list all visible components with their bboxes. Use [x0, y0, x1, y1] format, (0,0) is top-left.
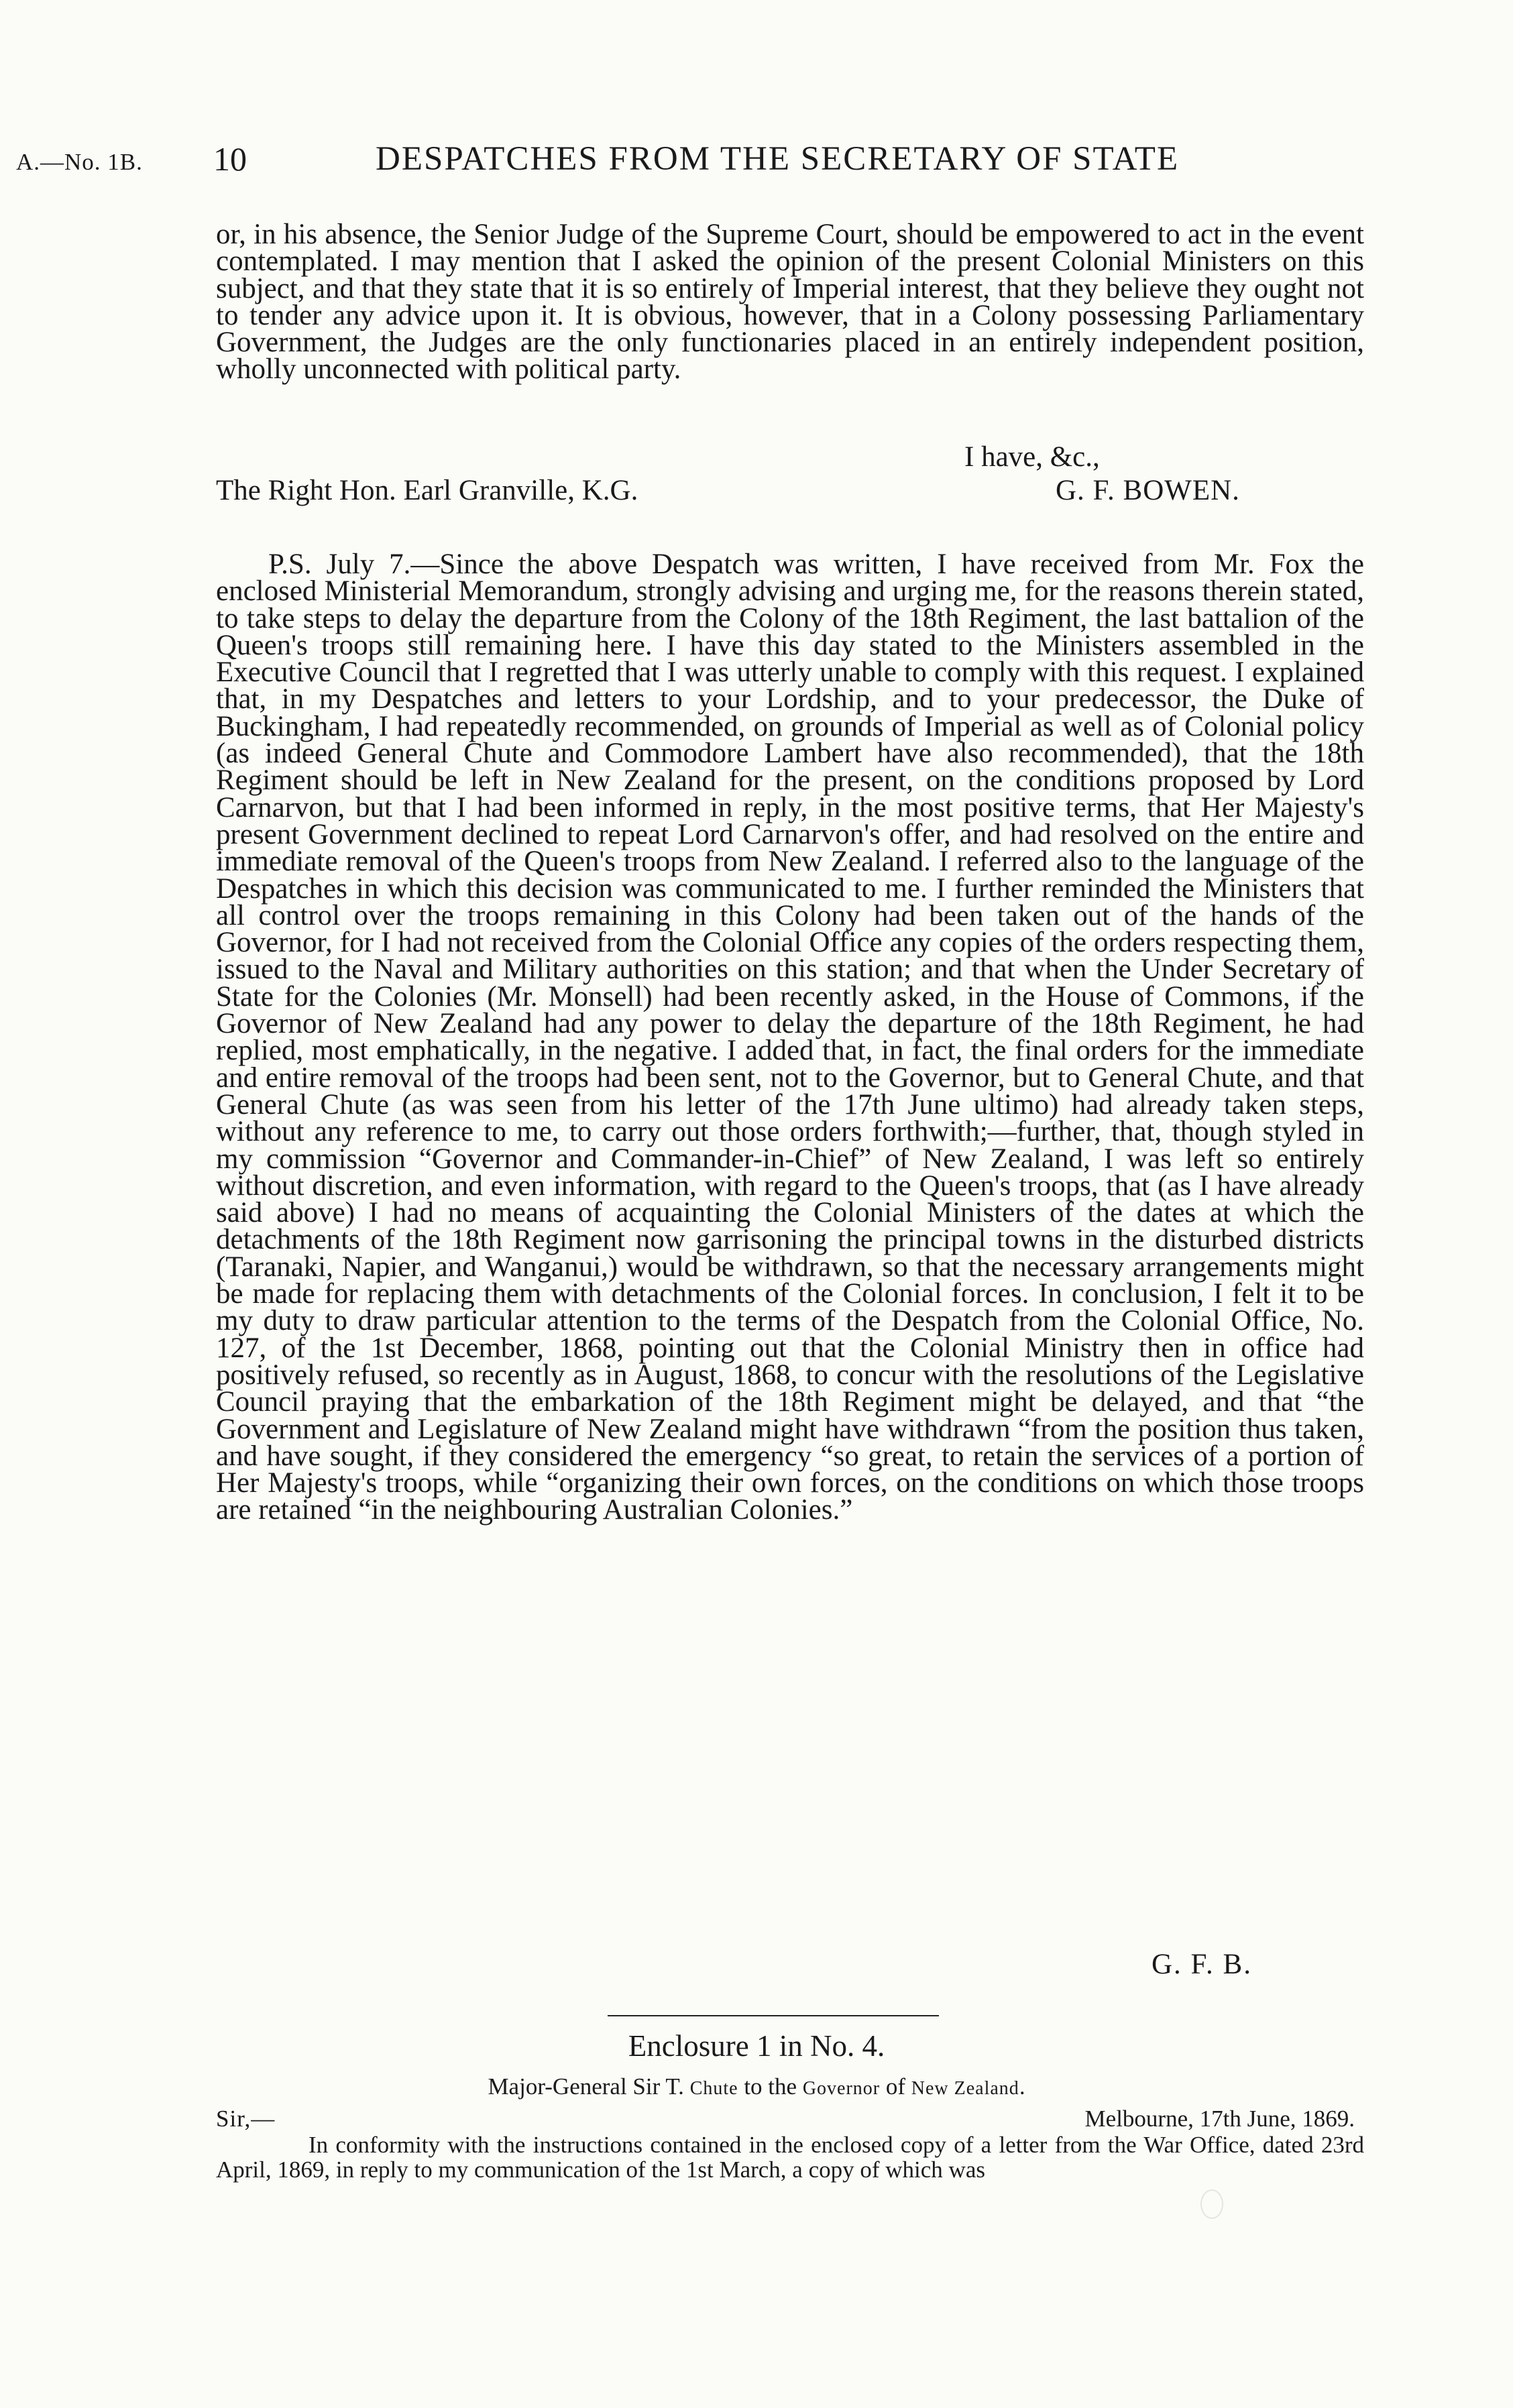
letter-salutation: Sir,— — [216, 2106, 276, 2132]
enclosure-letter-text: In conformity with the instructions contained in the enclosed copy of a letter from the War Office, dated 23rd April, 1869, in reply to my communication of the 1st March, a copy of which was — [216, 2132, 1364, 2183]
document-reference: A.—No. 1B. — [16, 149, 143, 175]
running-header — [0, 133, 1513, 193]
subtitle-name: Chute — [689, 2078, 738, 2099]
opening-paragraph: or, in his absence, the Senior Judge of the Supreme Court, should be empowered to act in the event contemplated. I may mention that I asked the opinion of the present Colonial Ministers on this subject, and that they state that it is so entirely of Imperial interest, that they believe they ought not to tender any advice upon it. It is obvious, however, that in a Colony possessing Parliamentary Government, the Judges are the only functionaries placed in an entirely independent position, wholly unconnected with political party. — [216, 219, 1364, 386]
section-divider — [608, 2015, 939, 2016]
page-number: 10 — [213, 140, 247, 178]
letter-place-date: Melbourne, 17th June, 1869. — [1084, 2106, 1355, 2132]
closing-line: I have, &c., — [964, 441, 1100, 473]
despatch-body — [216, 221, 1364, 384]
subtitle-prefix: Major-General Sir T. — [488, 2073, 690, 2100]
postscript-section — [216, 551, 1364, 1524]
addressee: The Right Hon. Earl Granville, K.G. — [216, 475, 638, 506]
subtitle-mid: to the — [738, 2073, 803, 2100]
running-title: DESPATCHES FROM THE SECRETARY OF STATE — [376, 140, 1180, 178]
signer-name: G. F. BOWEN. — [1056, 475, 1240, 506]
subtitle-of: of — [880, 2073, 911, 2100]
subtitle-governor: Governor — [802, 2078, 881, 2099]
postscript-initials: G. F. B. — [1152, 1949, 1252, 1980]
enclosure-subtitle — [0, 2073, 1513, 2100]
postscript-paragraph: P.S. July 7.—Since the above Despatch was written, I have received from Mr. Fox the enclosed Ministerial Memorandum, strongly advising and urging me, for the reasons therein stated, to take steps to delay the departure from the Colony of the 18th Regiment, the last battalion of the Queen's troops still remaining here. I have this day stated to the Ministers assembled in the Executive Council that I regretted that I was utterly unable to comply with this request. I explained that, in my Despatches and letters to your Lordship, and to your predecessor, the Duke of Buckingham, I had repeatedly recommended, on grounds of Imperial as well as of Colonial policy (as indeed General Chute and Commodore Lambert have also recommended), that the 18th Regiment should be left in New Zealand for the present, on the conditions proposed by Lord Carnarvon, but that I had been informed in reply, in the most positive terms, that Her Majesty's present Government declined to repeat Lord Carnarvon's offer, and had resolved on the entire and immediate removal of the Queen's troops from New Zealand. I referred also to the language of the Despatches in which this decision was communicated to me. I further reminded the Ministers that all control over the troops remaining in this Colony had been taken out of the hands of the Governor, for I had not received from the Colonial Office any copies of the orders respecting them, issued to the Naval and Military authorities on this station; and that when the Under Secretary of State for the Colonies (Mr. Monsell) had been recently asked, in the House of Commons, if the Governor of New Zealand had any power to delay the departure of the 18th Regiment, he had replied, most emphatically, in the negative. I added that, in fact, the final orders for the immediate and entire removal of the troops had been sent, not to the Governor, but to General Chute, and that General Chute (as was seen from his letter of the 17th June ultimo) had already taken steps, without any reference to me, to carry out those orders forthwith;—further, that, though styled in my commission “Governor and Commander-in-Chief” of New Zealand, I was left so entirely without discretion, and even information, with regard to the Queen's troops, that (as I have already said above) I had no means of acquainting the Colonial Ministers of the dates at which the detachments of the 18th Regiment now garrisoning the principal towns in the disturbed districts (Taranaki, Napier, and Wanganui,) would be withdrawn, so that the necessary arrangements might be made for replacing them with detachments of the Colonial forces. In conclusion, I felt it to be my duty to draw particular attention to the terms of the Despatch from the Colonial Office, No. 127, of the 1st December, 1868, pointing out that the Colonial Ministry then in office had positively refused, so recently as in August, 1868, to concur with the resolutions of the Legislative Council praying that the embarkation of the 18th Regiment might be delayed, and that “the Government and Legislature of New Zealand might have withdrawn “from the position thus taken, and have sought, if they considered the emergency “so great, to retain the services of a portion of Her Majesty's troops, while “organizing their own forces, on the conditions on which those troops are retained “in the neighbouring Australian Colonies.” — [216, 549, 1364, 1526]
paper-blemish — [1200, 2189, 1223, 2219]
subtitle-colony: New Zealand — [911, 2078, 1019, 2099]
enclosure-title: Enclosure 1 in No. 4. — [628, 2029, 885, 2063]
signature-block — [216, 441, 1364, 508]
subtitle-end: . — [1019, 2073, 1025, 2100]
